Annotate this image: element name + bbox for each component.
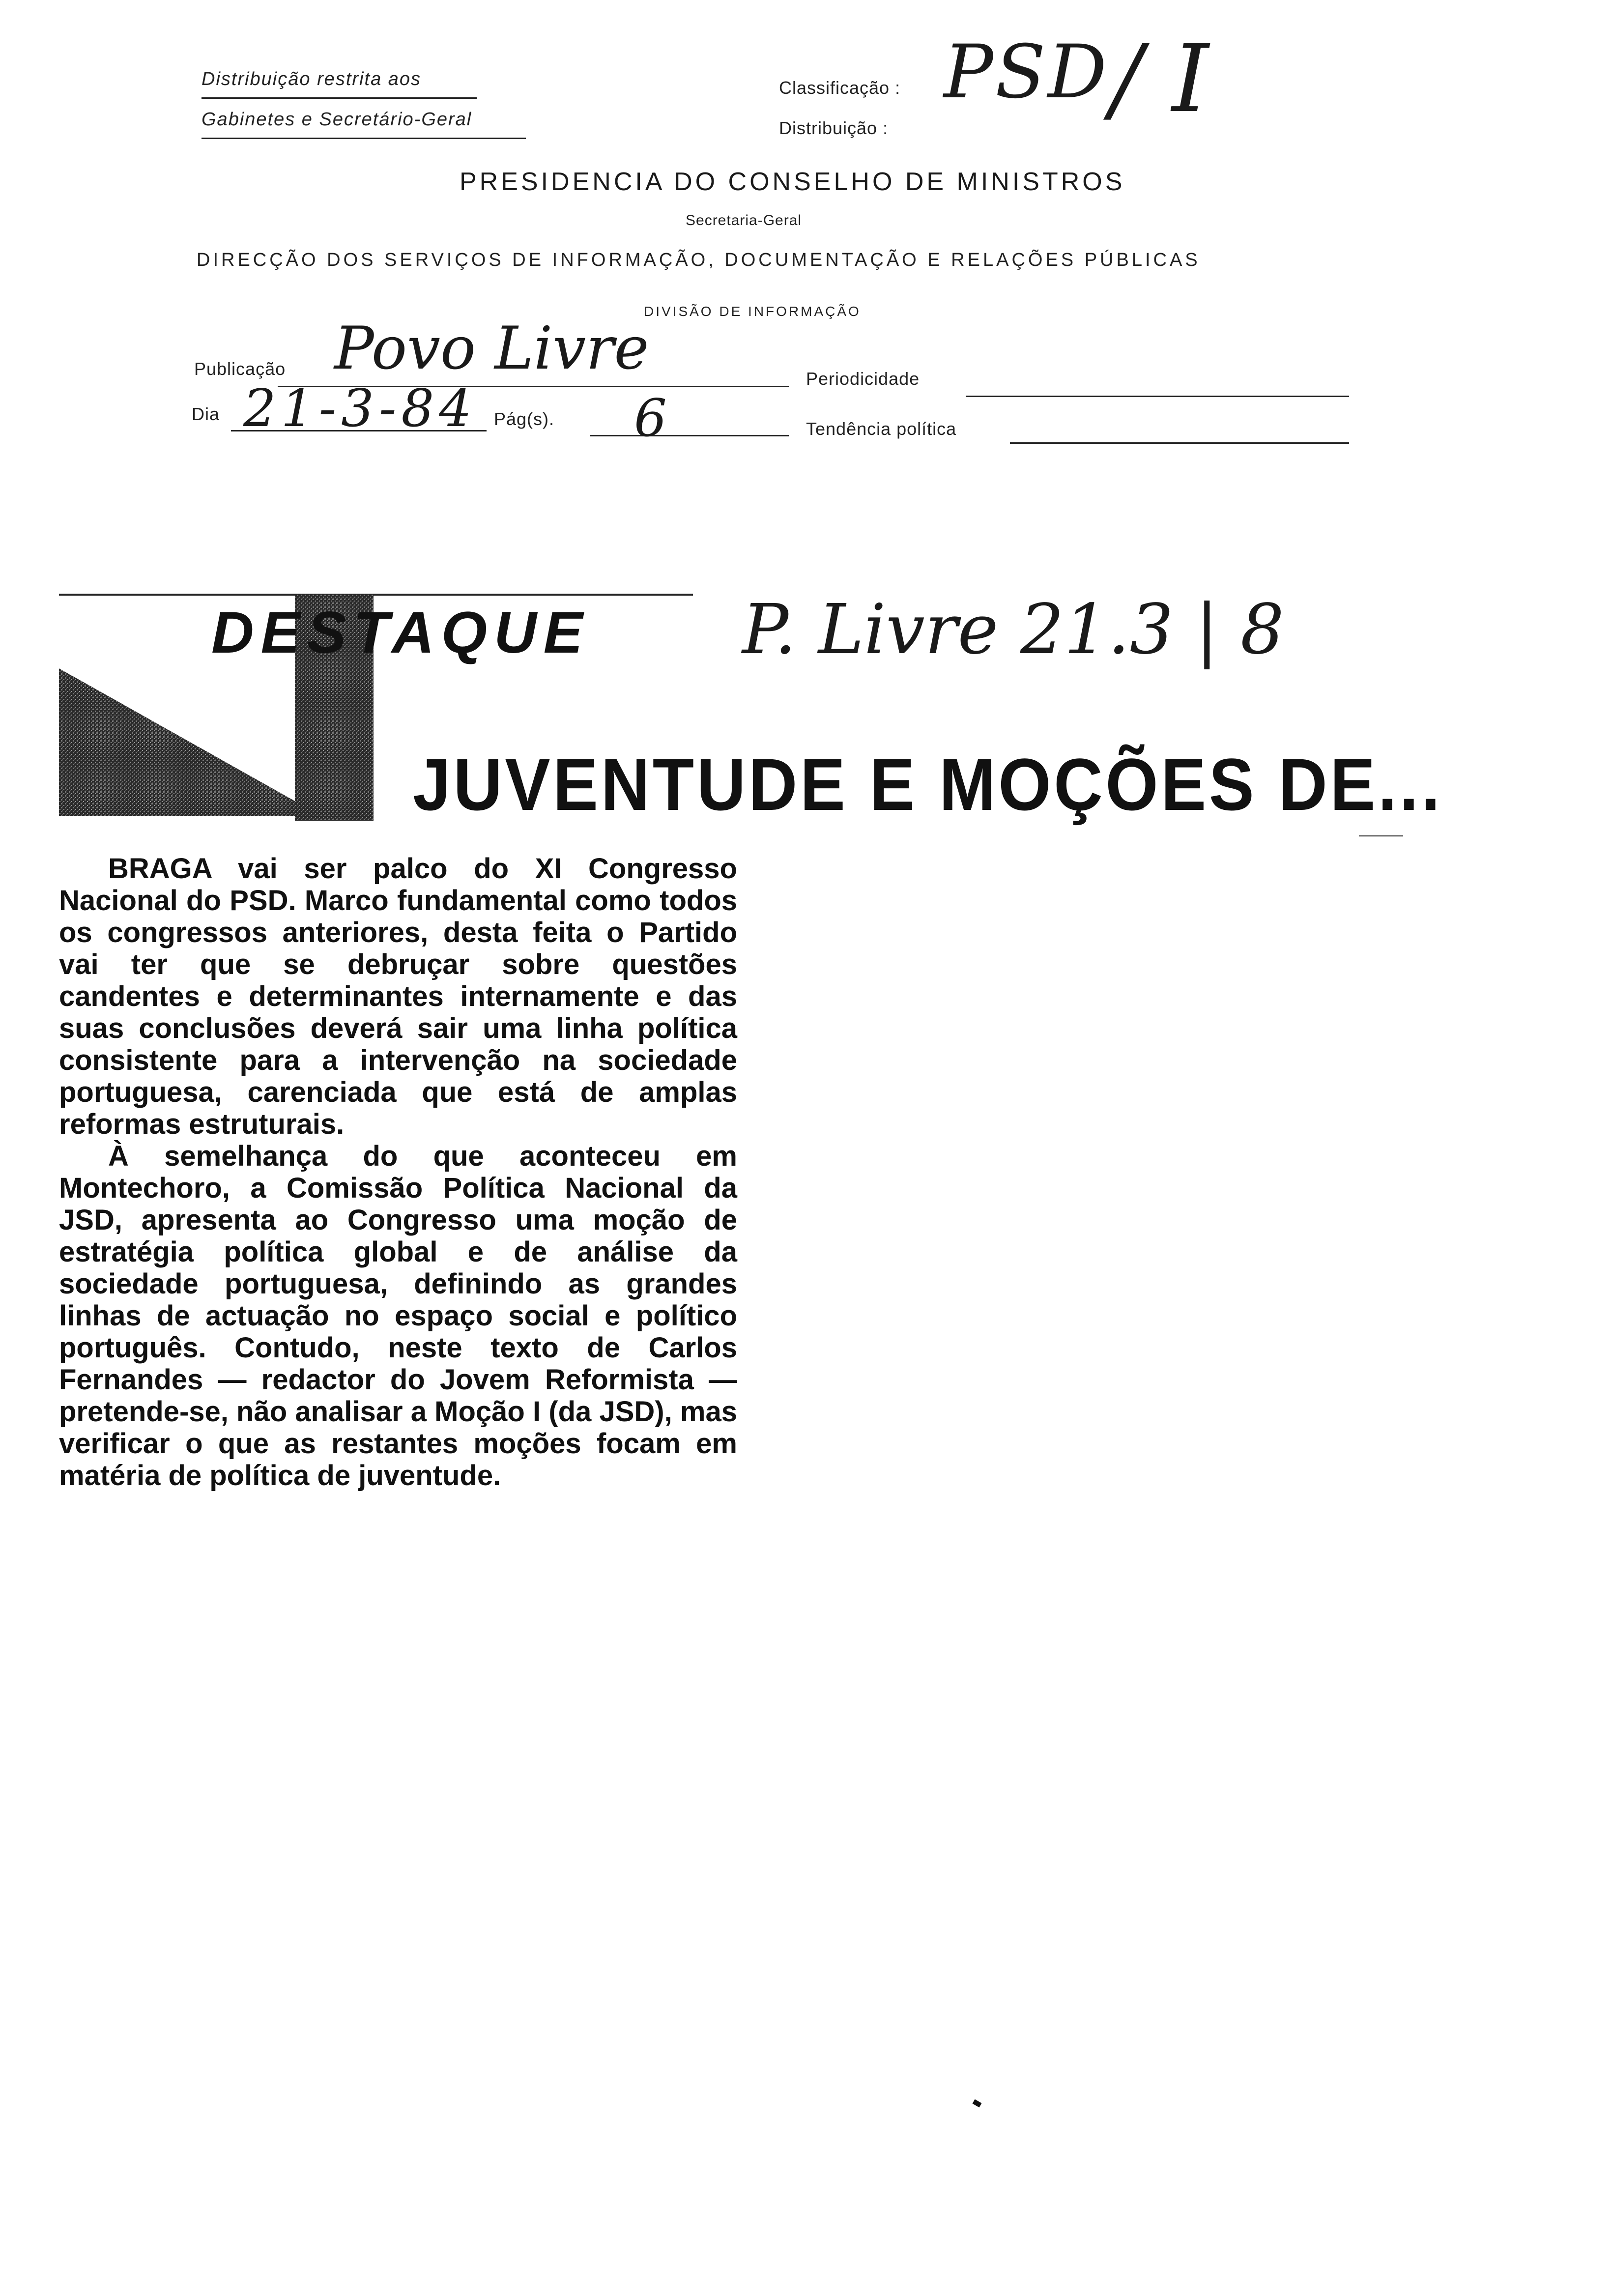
periodicidade-label: Periodicidade xyxy=(806,369,920,389)
dia-label: Dia xyxy=(192,404,220,424)
divider xyxy=(202,97,477,99)
periodicidade-field-line xyxy=(966,396,1349,397)
banner-title: DESTAQUE xyxy=(211,600,590,665)
article-body xyxy=(59,853,737,1492)
division-name: DIVISÃO DE INFORMAÇÃO xyxy=(644,304,861,319)
handwritten-reference: P. Livre 21.3 | 8 xyxy=(742,590,1284,670)
classificacao-value: PSD xyxy=(944,29,1109,115)
article-paragraph: À semelhança do que aconteceu em Montechoro, a Comissão Política Nacional da JSD, apresenta ao Congresso uma moção de estratégia política global e de análise da sociedade portuguesa, definindo as grandes linhas de actuação no espaço social e político português. Contudo, neste texto de Carlos Fernandes — redactor do Jovem Reformista — pretende-se, não analisar a Moção I (da JSD), mas verificar o que as restantes moções focam em matéria de política de juventude. xyxy=(59,1140,737,1492)
article-headline: JUVENTUDE E MOÇÕES DE... xyxy=(413,743,1443,826)
corner-mark: / I xyxy=(1111,25,1209,133)
publicacao-label: Publicação xyxy=(194,359,286,379)
publicacao-value: Povo Livre xyxy=(334,315,649,383)
divider xyxy=(202,138,526,139)
dia-value: 21-3-84 xyxy=(243,378,477,438)
tendencia-label: Tendência política xyxy=(806,419,957,439)
tendencia-field-line xyxy=(1010,442,1349,444)
department-name: DIRECÇÃO DOS SERVIÇOS DE INFORMAÇÃO, DOCUMENTAÇÃO E RELAÇÕES PÚBLICAS xyxy=(197,250,1201,270)
distribuicao-label: Distribuição : xyxy=(779,118,889,138)
pags-field-line xyxy=(590,435,789,436)
scan-speck xyxy=(973,2099,982,2108)
org-subtitle: Secretaria-Geral xyxy=(686,212,802,229)
article-paragraph: BRAGA vai ser palco do XI Congresso Nacional do PSD. Marco fundamental como todos os congressos anteriores, desta feita o Partido vai ter que se debruçar sobre questões candentes e determinantes internamente e das suas conclusões deverá sair uma linha política consistente para a intervenção na sociedade portuguesa, carenciada que está de amplas reformas estruturais. xyxy=(59,853,737,1140)
distribution-note-line1: Distribuição restrita aos xyxy=(202,69,422,89)
pags-label: Pág(s). xyxy=(494,409,555,429)
pags-value: 6 xyxy=(634,388,667,448)
classificacao-label: Classificação : xyxy=(779,78,901,98)
divider xyxy=(1359,835,1403,836)
distribution-note-line2: Gabinetes e Secretário-Geral xyxy=(202,109,472,130)
org-title: PRESIDENCIA DO CONSELHO DE MINISTROS xyxy=(460,168,1125,196)
